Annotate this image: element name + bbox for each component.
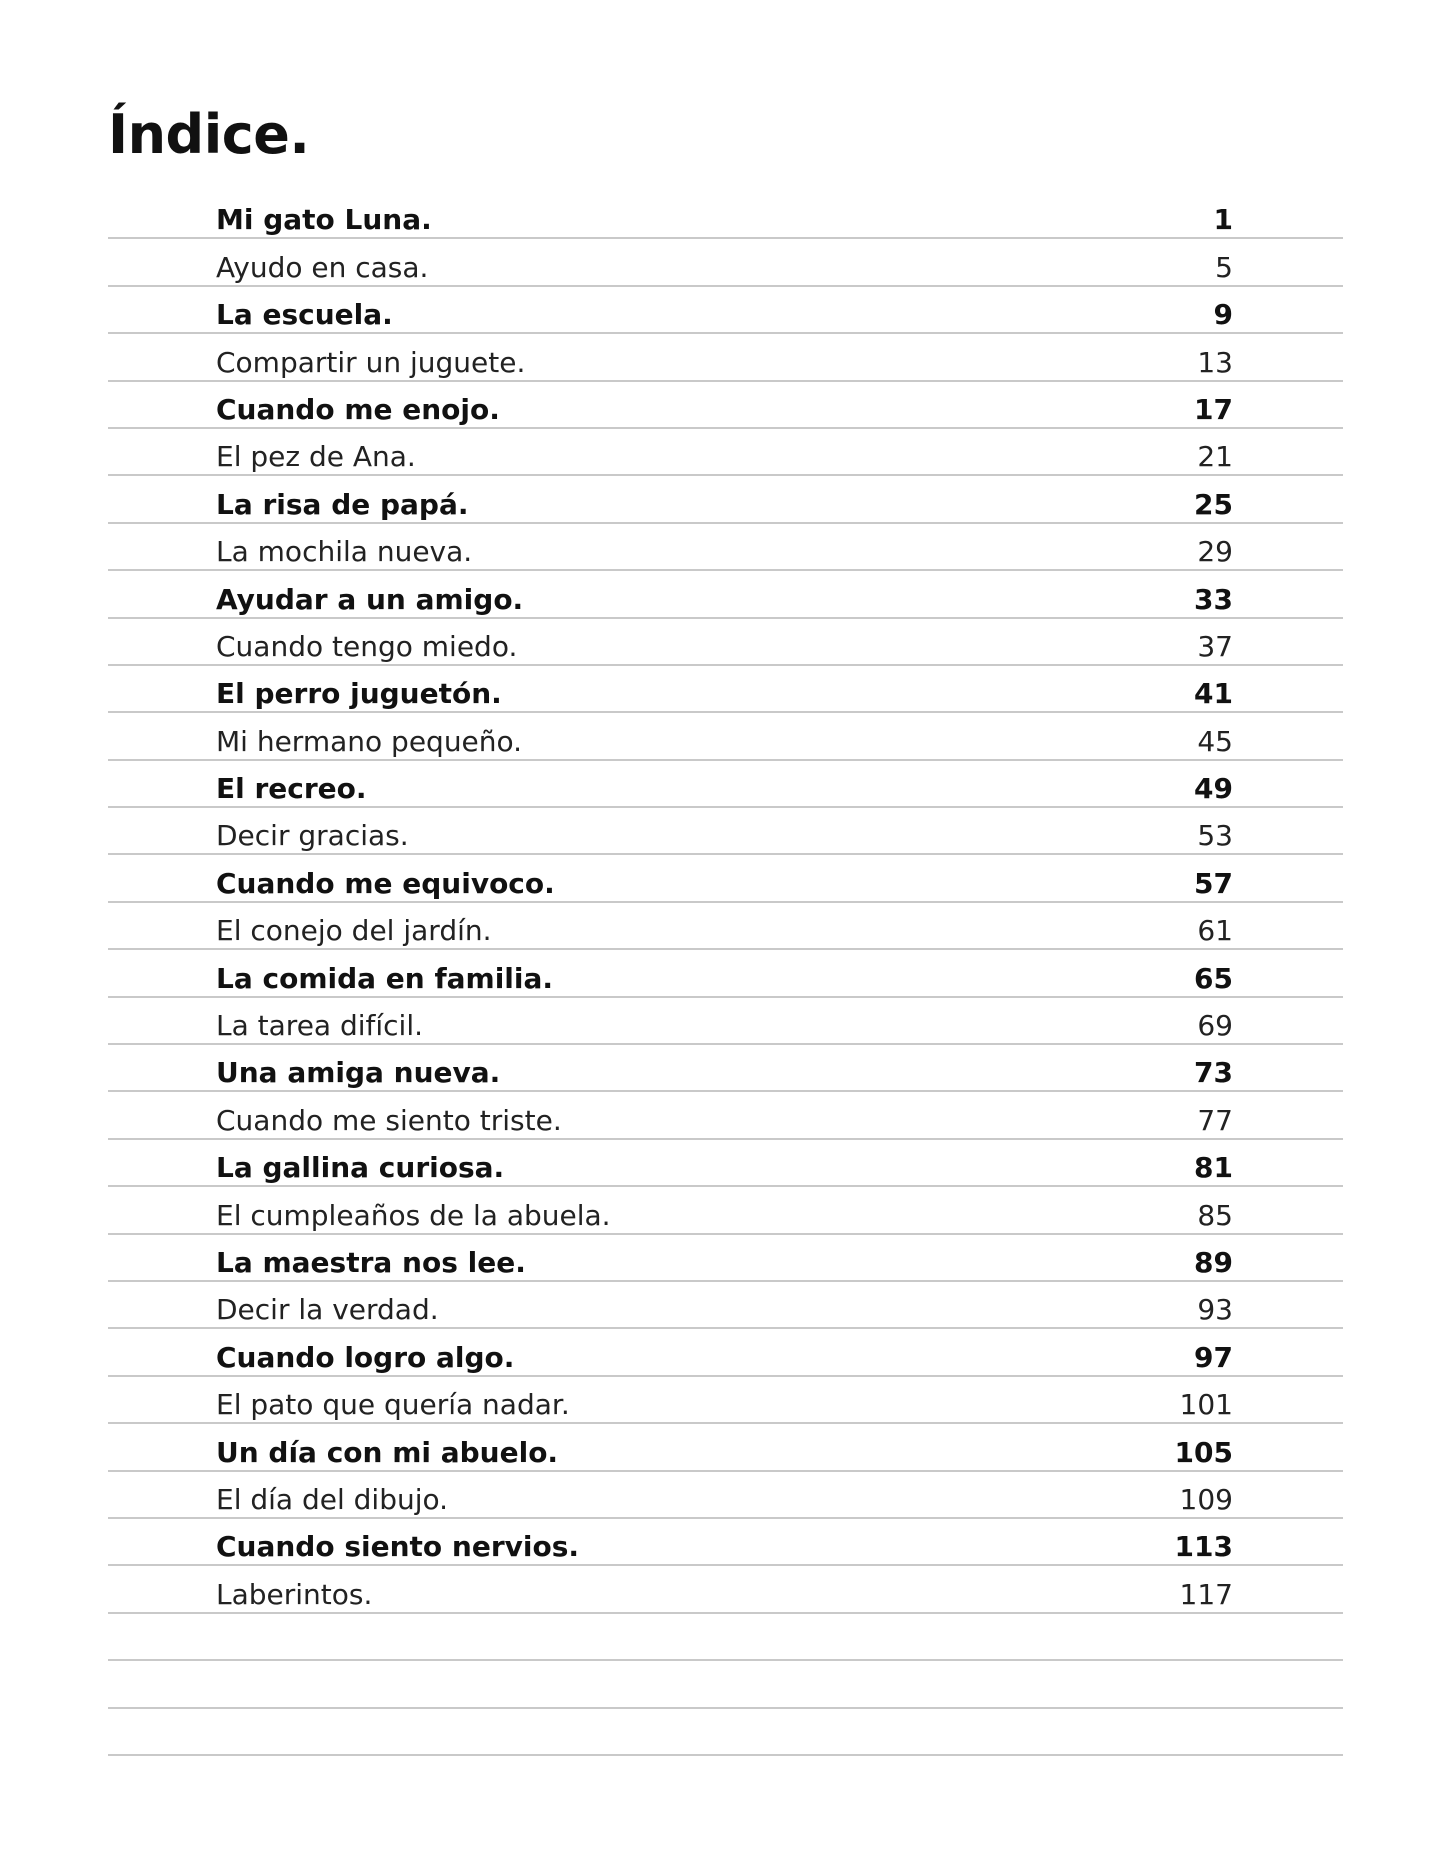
toc-entry-title: Un día con mi abuelo.: [216, 1435, 559, 1469]
toc-entry-title: La escuela.: [216, 298, 393, 332]
toc-entry-title: La maestra nos lee.: [216, 1245, 526, 1279]
toc-entry[interactable]: [108, 808, 1343, 855]
toc-entry-title: Compartir un juguete.: [216, 345, 526, 379]
toc-entry-title: Cuando me enojo.: [216, 392, 500, 426]
toc-entry-page-number: 97: [1194, 1340, 1233, 1374]
toc-entry[interactable]: [108, 761, 1343, 808]
toc-entry[interactable]: [108, 287, 1343, 334]
toc-entry: [108, 1709, 1343, 1756]
toc-entry-page-number: 69: [1197, 1009, 1233, 1043]
toc-entry: [108, 1661, 1343, 1708]
toc-entry-page-number: 25: [1194, 487, 1233, 521]
toc-entry-title: El día del dibujo.: [216, 1482, 449, 1516]
toc-entry-title: La tarea difícil.: [216, 1009, 424, 1043]
toc-entry-page-number: 9: [1213, 298, 1233, 332]
toc-entry-page-number: 37: [1197, 629, 1233, 663]
toc-entry[interactable]: [108, 192, 1343, 239]
toc-entry[interactable]: [108, 713, 1343, 760]
toc-entry-page-number: 13: [1197, 345, 1233, 379]
toc-entry-page-number: 109: [1179, 1482, 1233, 1516]
toc-entry-page-number: 117: [1179, 1577, 1233, 1611]
toc-entry[interactable]: [108, 903, 1343, 950]
toc-entry[interactable]: [108, 382, 1343, 429]
toc-entry-title: Cuando tengo miedo.: [216, 629, 518, 663]
toc-entry-title: El cumpleaños de la abuela.: [216, 1198, 611, 1232]
toc-entry-page-number: 1: [1213, 203, 1233, 237]
toc-entry-title: Cuando me equivoco.: [216, 866, 555, 900]
toc-entry-title: Cuando siento nervios.: [216, 1530, 580, 1564]
toc-entry-page-number: 77: [1197, 1103, 1233, 1137]
toc-entry-title: La mochila nueva.: [216, 535, 473, 569]
toc-entry-page-number: 49: [1194, 772, 1233, 806]
toc-entry-title: Cuando me siento triste.: [216, 1103, 562, 1137]
toc-entry[interactable]: [108, 1472, 1343, 1519]
toc-entry[interactable]: [108, 1045, 1343, 1092]
toc-entry-page-number: 17: [1194, 392, 1233, 426]
toc-entry-title: Ayudo en casa.: [216, 250, 429, 284]
toc-entry-page-number: 113: [1174, 1530, 1233, 1564]
toc-entry[interactable]: [108, 571, 1343, 618]
page-title: Índice.: [108, 103, 310, 166]
toc-entry: [108, 1614, 1343, 1661]
toc-entry[interactable]: [108, 998, 1343, 1045]
toc-entry[interactable]: [108, 1566, 1343, 1613]
toc-entry-title: El pez de Ana.: [216, 440, 416, 474]
toc-entry-title: Una amiga nueva.: [216, 1056, 501, 1090]
toc-entry-page-number: 5: [1215, 250, 1233, 284]
toc-entry[interactable]: [108, 1140, 1343, 1187]
toc-entry-title: Cuando logro algo.: [216, 1340, 515, 1374]
toc-entry-page-number: 45: [1197, 724, 1233, 758]
toc-entry-title: El perro juguetón.: [216, 677, 502, 711]
table-of-contents: [108, 192, 1343, 1756]
toc-entry-title: La risa de papá.: [216, 487, 469, 521]
toc-entry[interactable]: [108, 619, 1343, 666]
toc-entry-title: Decir la verdad.: [216, 1293, 439, 1327]
toc-entry-title: Decir gracias.: [216, 819, 409, 853]
toc-entry-page-number: 65: [1194, 961, 1233, 995]
toc-entry-page-number: 81: [1194, 1151, 1233, 1185]
toc-entry[interactable]: [108, 855, 1343, 902]
toc-entry-page-number: 41: [1194, 677, 1233, 711]
toc-entry-page-number: 89: [1194, 1245, 1233, 1279]
toc-entry[interactable]: [108, 239, 1343, 286]
toc-entry[interactable]: [108, 429, 1343, 476]
toc-entry-page-number: 101: [1179, 1388, 1233, 1422]
toc-entry-title: Laberintos.: [216, 1577, 373, 1611]
toc-entry-title: Ayudar a un amigo.: [216, 582, 524, 616]
toc-entry[interactable]: [108, 1282, 1343, 1329]
toc-entry-page-number: 33: [1194, 582, 1233, 616]
toc-entry[interactable]: [108, 1329, 1343, 1376]
toc-entry-title: Mi hermano pequeño.: [216, 724, 523, 758]
toc-entry-title: El recreo.: [216, 772, 367, 806]
toc-entry-title: La gallina curiosa.: [216, 1151, 505, 1185]
toc-entry-page-number: 53: [1197, 819, 1233, 853]
toc-entry[interactable]: [108, 1092, 1343, 1139]
toc-entry-title: El conejo del jardín.: [216, 914, 492, 948]
toc-entry-title: Mi gato Luna.: [216, 203, 432, 237]
toc-entry[interactable]: [108, 1235, 1343, 1282]
toc-entry[interactable]: [108, 666, 1343, 713]
toc-entry-page-number: 57: [1194, 866, 1233, 900]
toc-entry[interactable]: [108, 476, 1343, 523]
toc-entry[interactable]: [108, 1424, 1343, 1471]
toc-entry-page-number: 85: [1197, 1198, 1233, 1232]
toc-entry[interactable]: [108, 1187, 1343, 1234]
toc-entry-page-number: 93: [1197, 1293, 1233, 1327]
toc-entry[interactable]: [108, 334, 1343, 381]
toc-entry[interactable]: [108, 1519, 1343, 1566]
toc-entry[interactable]: [108, 950, 1343, 997]
toc-entry[interactable]: [108, 524, 1343, 571]
toc-entry-page-number: 73: [1194, 1056, 1233, 1090]
toc-entry-title: El pato que quería nadar.: [216, 1388, 570, 1422]
toc-entry-page-number: 29: [1197, 535, 1233, 569]
toc-entry-page-number: 105: [1174, 1435, 1233, 1469]
toc-entry-title: La comida en familia.: [216, 961, 554, 995]
toc-entry[interactable]: [108, 1377, 1343, 1424]
toc-entry-page-number: 61: [1197, 914, 1233, 948]
toc-entry-page-number: 21: [1197, 440, 1233, 474]
